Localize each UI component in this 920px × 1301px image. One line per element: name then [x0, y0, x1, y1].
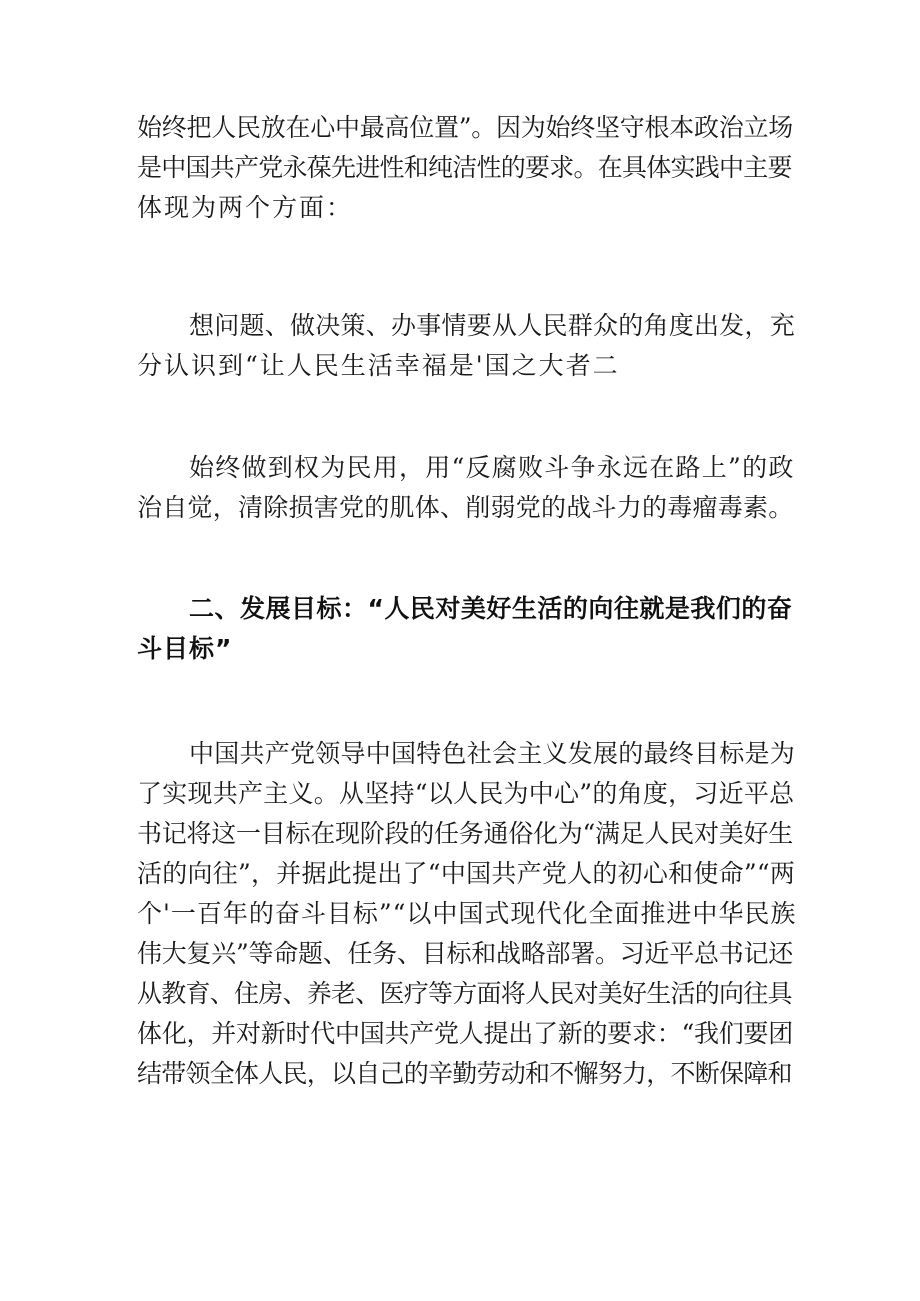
text-line: 体化，并对新时代中国共产党人提出了新的要求：“我们要团: [137, 1019, 794, 1048]
text-line: 是中国共产党永葆先进性和纯洁性的要求。在具体实践中主要: [137, 153, 792, 182]
text-line: 体现为两个方面：: [137, 193, 354, 222]
text-line: 中国共产党领导中国特色社会主义发展的最终目标是为: [189, 739, 796, 768]
text-line: 想问题、做决策、办事情要从人民群众的角度出发，充: [189, 311, 796, 340]
paragraph-second-aspect: [137, 448, 797, 528]
text-line: 分认识到“让人民生活幸福是'国之大者二: [137, 351, 620, 380]
paragraph-development-goal: [137, 734, 797, 1094]
heading-line: 二、发展目标：“人民对美好生活的向往就是我们的奋: [189, 594, 793, 623]
text-line: 了实现共产主义。从坚持“以人民为中心”的角度，习近平总: [137, 779, 795, 808]
text-line: 从教育、住房、养老、医疗等方面将人民对美好生活的向往具: [137, 979, 792, 1008]
text-line: 始终做到权为民用，用“反腐败斗争永远在路上”的政: [189, 453, 795, 482]
text-line: 治自觉，清除损害党的肌体、削弱党的战斗力的毒瘤毒素。: [137, 493, 794, 522]
section-heading: [137, 589, 797, 669]
text-line: 书记将这一目标在现阶段的任务通俗化为“满足人民对美好生: [137, 819, 794, 848]
paragraph-first-aspect: [137, 306, 797, 386]
text-line: 个'一百年的奋斗目标”“以中国式现代化全面推进中华民族: [137, 899, 797, 928]
text-line: 始终把人民放在心中最高位置”。因为始终坚守根本政治立场: [137, 113, 794, 142]
text-line: 结带领全体人民，以自己的辛勤劳动和不懈努力，不断保障和: [137, 1059, 792, 1088]
paragraph-continuation: [137, 108, 797, 228]
text-line: 活的向往”，并据此提出了“中国共产党人的初心和使命”“两: [137, 859, 796, 888]
text-line: 伟大复兴”等命题、任务、目标和战略部署。习近平总书记还: [137, 939, 794, 968]
heading-line: 斗目标”: [137, 634, 233, 663]
